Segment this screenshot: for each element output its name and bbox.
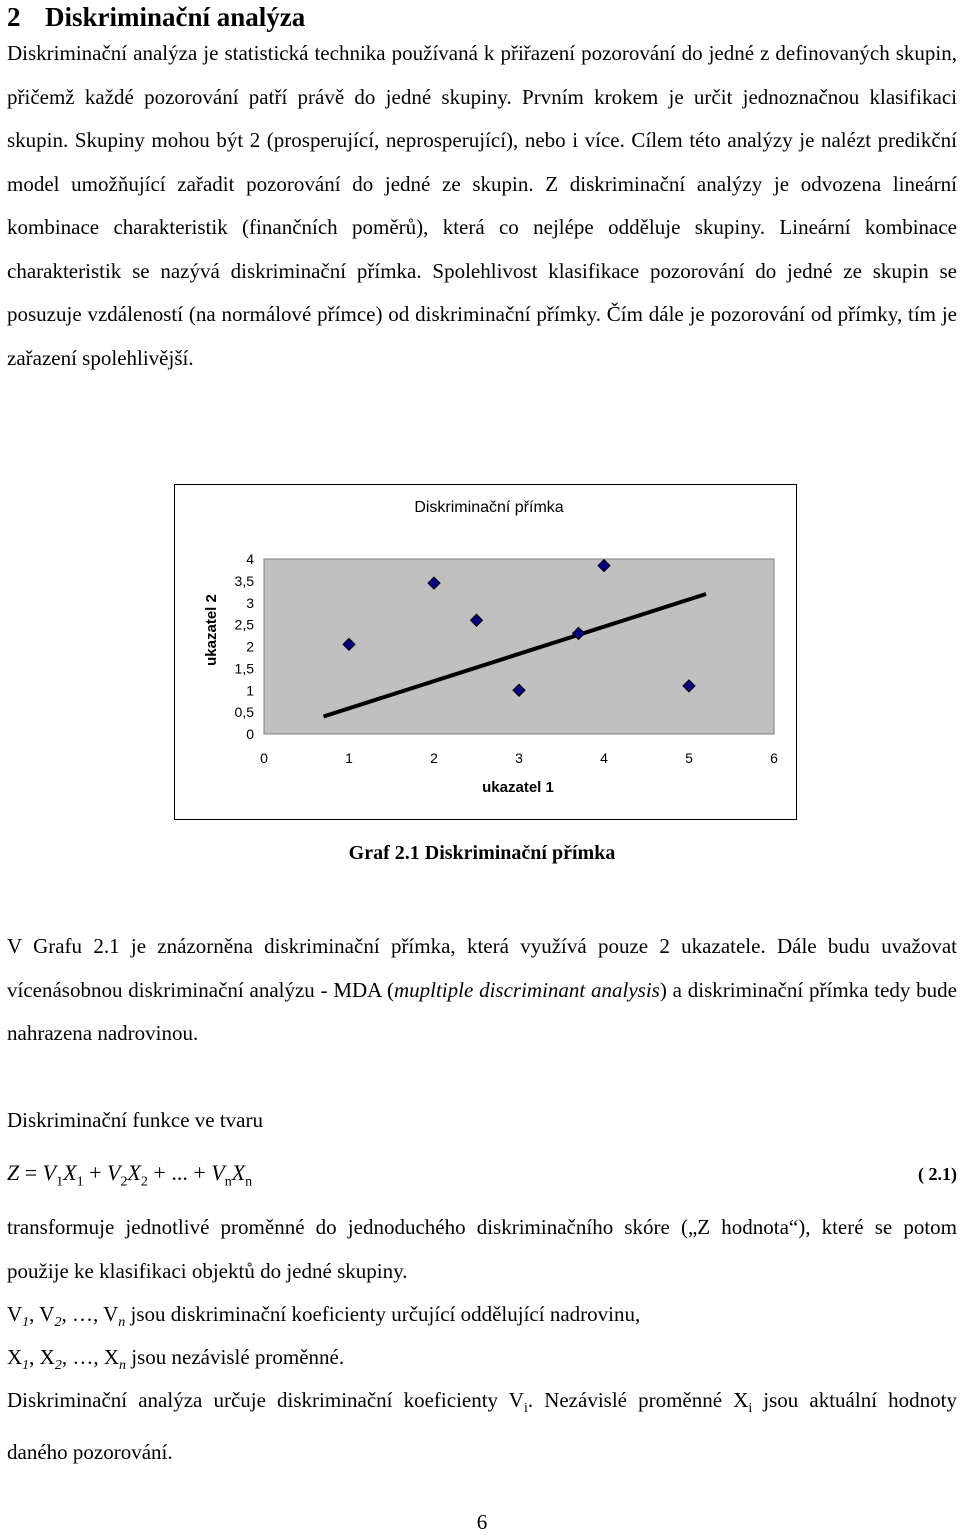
eq-xn: X xyxy=(231,1160,246,1185)
x-tick-label: 2 xyxy=(430,750,438,766)
x-tick-label: 5 xyxy=(685,750,693,766)
y-tick-label: 1,5 xyxy=(234,660,254,677)
y-axis-label: ukazatel 2 xyxy=(203,594,220,666)
graph-paragraph-text-b: ) a diskriminační přímka tedy bude nahrazena nadrovinou. xyxy=(7,977,957,1045)
eq-equals: = xyxy=(19,1160,43,1185)
eq-plus2: + ... + xyxy=(147,1160,212,1185)
page-number: 6 xyxy=(476,1510,488,1534)
eq-z: Z xyxy=(7,1160,20,1185)
coef-text-a: Diskriminační analýza určuje diskriminační koeficienty V xyxy=(7,1388,524,1412)
eq-vn-sub: n xyxy=(224,1174,232,1190)
equation-row xyxy=(7,1160,957,1200)
eq-x2-sub: 2 xyxy=(140,1174,148,1190)
scatter-chart xyxy=(175,485,796,819)
vdef-v2: V xyxy=(39,1302,55,1326)
chart-container xyxy=(174,484,797,820)
coef-sub-i: i xyxy=(523,1401,528,1417)
coefficients-paragraph xyxy=(7,1379,957,1474)
vdef-v1-sub: 1 xyxy=(22,1315,30,1331)
eq-plus1: + xyxy=(83,1160,107,1185)
xdef-sep1: , xyxy=(29,1345,40,1369)
x-axis-ticks xyxy=(260,750,778,766)
y-tick-label: 0,5 xyxy=(234,704,254,721)
eq-xn-sub: n xyxy=(245,1174,253,1190)
y-tick-label: 0 xyxy=(246,726,254,742)
y-tick-label: 2,5 xyxy=(234,616,254,633)
y-tick-label: 1 xyxy=(246,682,254,699)
x-tick-label: 6 xyxy=(770,750,778,766)
section-title: Diskriminační analýza xyxy=(45,2,306,32)
x-tick-label: 1 xyxy=(345,750,353,766)
x-tick-label: 0 xyxy=(260,750,268,766)
chart-title: Diskriminační přímka xyxy=(414,499,564,516)
vdef-rest: jsou diskriminační koeficienty určující oddělující nadrovinu, xyxy=(125,1302,641,1326)
section-heading xyxy=(7,0,305,34)
vdef-vn-sub: n xyxy=(118,1315,126,1331)
x-tick-label: 4 xyxy=(600,750,608,766)
x-axis-label: ukazatel 1 xyxy=(482,779,554,796)
figure-caption: Graf 2.1 Diskriminační přímka xyxy=(348,842,616,864)
eq-x2: X xyxy=(127,1160,141,1185)
vdef-v2-sub: 2 xyxy=(54,1315,62,1331)
transform-paragraph: transformuje jednotlivé proměnné do jednoduchého diskriminačního skóre („Z hodnota“), které se potom použije ke klasifikaci objektů do jedné skupiny. xyxy=(7,1215,957,1283)
graph-paragraph xyxy=(7,925,957,1056)
coef-text-b: . Nezávislé proměnné X xyxy=(527,1388,749,1412)
eq-v1-sub: 1 xyxy=(56,1174,64,1190)
coef-text-c: jsou aktuální hodnoty daného pozorování. xyxy=(7,1388,957,1464)
section-number: 2 xyxy=(7,2,21,32)
vdef-sep2: , …, xyxy=(61,1302,104,1326)
y-tick-label: 3,5 xyxy=(234,572,254,589)
graph-paragraph-italic: mupltiple discriminant analysis xyxy=(393,977,660,1002)
function-intro: Diskriminační funkce ve tvaru xyxy=(7,1108,263,1132)
eq-x1-sub: 1 xyxy=(76,1174,84,1190)
eq-vn: V xyxy=(211,1160,225,1185)
xdef-x1: X xyxy=(7,1345,23,1369)
eq-v2-sub: 2 xyxy=(120,1174,128,1190)
vdef-v1: V xyxy=(7,1302,23,1326)
eq-v2: V xyxy=(107,1160,121,1185)
vdef-sep1: , xyxy=(29,1302,40,1326)
vdef-vn: V xyxy=(103,1302,119,1326)
intro-paragraph: Diskriminační analýza je statistická technika používaná k přiřazení pozorování do jedné z definovaných skupin, přičemž každé pozorování patří právě do jedné skupiny. Prvním krokem je určit jednoznačnou klasifikaci skupin. Skupiny mohou být 2 (prosperující, neprosperující), nebo i více. Cílem této analýzy je nalézt predikční model umožňující zařadit pozorování do jedné ze skupin. Z diskriminační analýzy je odvozena lineární kombinace charakteristik (finančních poměrů), která co nejlépe odděluje skupiny. Lineární kombinace charakteristik se nazývá diskriminační přímka. Spolehlivost klasifikace pozorování do jedné ze skupin se posuzuje vzdáleností (na normálové přímce) od diskriminační přímky. Čím dále je pozorování od přímky, tím je zařazení spolehlivější. xyxy=(7,41,957,370)
xdef-x2-sub: 2 xyxy=(54,1358,62,1374)
eq-x1: X xyxy=(63,1160,77,1185)
equation-number: ( 2.1) xyxy=(918,1164,957,1184)
coef-sub-i2: i xyxy=(748,1401,753,1417)
graph-paragraph-text-a: V Grafu 2.1 je znázorněna diskriminační přímka, která využívá pouze 2 ukazatele. Dále budu uvažovat vícenásobnou diskriminační analýzu - MDA ( xyxy=(7,934,957,1002)
plot-area xyxy=(264,559,774,734)
xdef-xn: X xyxy=(103,1345,120,1369)
xdef-x1-sub: 1 xyxy=(22,1358,30,1374)
xdef-sep2: , …, xyxy=(61,1345,104,1369)
x-tick-label: 3 xyxy=(515,750,523,766)
y-tick-label: 2 xyxy=(246,638,254,655)
y-axis-ticks xyxy=(235,551,255,742)
xdef-xn-sub: n xyxy=(119,1358,127,1374)
xdef-x2: X xyxy=(39,1345,55,1369)
y-tick-label: 3 xyxy=(246,594,254,611)
eq-v1: V xyxy=(42,1160,57,1185)
xdef-rest: jsou nezávislé proměnné. xyxy=(126,1345,345,1369)
y-tick-label: 4 xyxy=(246,551,254,567)
equation xyxy=(7,1160,252,1190)
